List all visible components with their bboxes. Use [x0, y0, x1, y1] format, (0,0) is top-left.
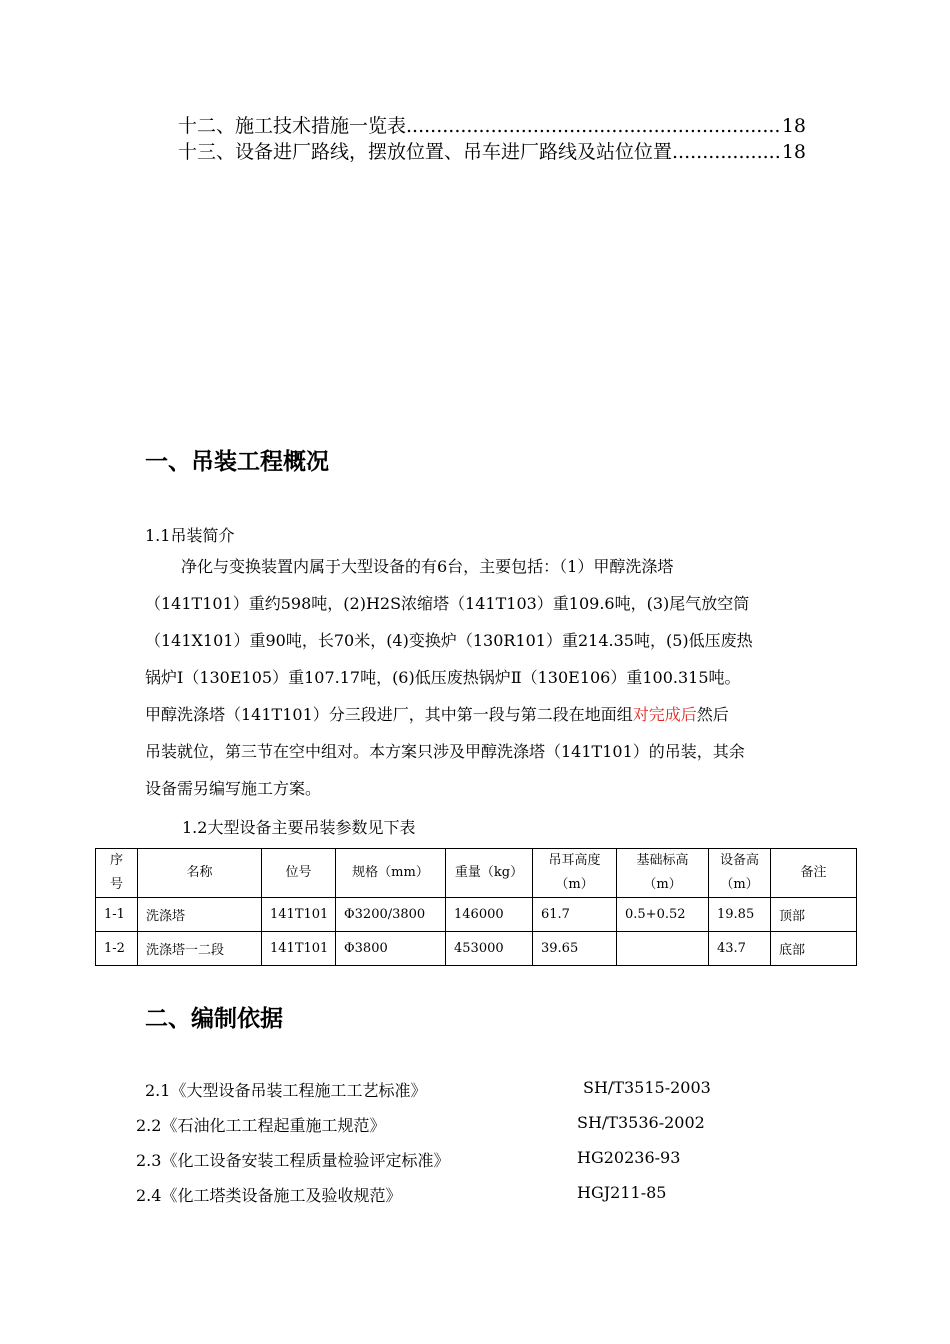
table-cell: Φ3800	[336, 932, 446, 966]
table-cell	[617, 932, 709, 966]
reference-code: SH/T3515-2003	[583, 1078, 711, 1097]
table-cell: 洗涤塔一二段	[138, 932, 262, 966]
table-cell: 61.7	[533, 898, 617, 932]
reference-name: 2.4《化工塔类设备施工及验收规范》	[136, 1186, 402, 1205]
toc-entry-13[interactable]	[178, 139, 806, 165]
column-header: 序号	[96, 849, 138, 898]
table-cell: 1-1	[96, 898, 138, 932]
toc-page-number: 18	[781, 141, 806, 163]
column-header: 名称	[138, 849, 262, 898]
table-cell: 453000	[446, 932, 533, 966]
section-1-heading: 一、吊装工程概况	[145, 449, 329, 475]
table-row	[96, 932, 857, 966]
table-cell: 39.65	[533, 932, 617, 966]
table-cell: 洗涤塔	[138, 898, 262, 932]
toc-entry-text: 十二、施工技术措施一览表	[178, 115, 407, 137]
table-cell: 0.5+0.52	[617, 898, 709, 932]
table-row	[96, 898, 857, 932]
column-header: 备注	[771, 849, 857, 898]
toc-leader-dots	[672, 139, 782, 165]
column-header: 设备高（m）	[709, 849, 771, 898]
table-cell: 19.85	[709, 898, 771, 932]
paragraph-line: 锅炉Ⅰ（130E105）重107.17吨，(6)低压废热锅炉Ⅱ（130E106）重100.315吨。	[145, 668, 741, 687]
table-header-row	[96, 849, 857, 898]
toc-page-number: 18	[781, 115, 806, 137]
column-header: 位号	[262, 849, 336, 898]
paragraph-line: 设备需另编写施工方案。	[145, 779, 322, 798]
toc-leader-dots	[406, 113, 782, 139]
paragraph-text: 然后	[696, 705, 729, 724]
hoisting-parameters-table	[95, 848, 857, 966]
table-cell: 146000	[446, 898, 533, 932]
paragraph-line: （141X101）重90吨，长70米，(4)变换炉（130R101）重214.35吨，(5)低压废热	[145, 631, 753, 650]
reference-code: SH/T3536-2002	[577, 1113, 705, 1132]
paragraph-line: 净化与变换装置内属于大型设备的有6台，主要包括：（1）甲醇洗涤塔	[181, 557, 674, 576]
column-header: 吊耳高度（m）	[533, 849, 617, 898]
reference-name: 2.3《化工设备安装工程质量检验评定标准》	[136, 1151, 450, 1170]
column-header: 重量（kg）	[446, 849, 533, 898]
table-cell: 1-2	[96, 932, 138, 966]
subsection-1-1-title: 1.1吊装简介	[145, 526, 235, 545]
column-header: 规格（mm）	[336, 849, 446, 898]
table-cell: 43.7	[709, 932, 771, 966]
paragraph-text: 甲醇洗涤塔（141T101）分三段进厂，其中第一段与第二段在地面组	[145, 705, 633, 724]
reference-name: 2.1《大型设备吊装工程施工工艺标准》	[145, 1081, 427, 1100]
column-header: 基础标高（m）	[617, 849, 709, 898]
table-cell: 顶部	[771, 898, 857, 932]
subsection-1-2-title: 1.2大型设备主要吊装参数见下表	[182, 818, 416, 837]
table-cell: 底部	[771, 932, 857, 966]
reference-code: HG20236-93	[577, 1148, 681, 1167]
section-2-heading: 二、编制依据	[145, 1006, 283, 1032]
highlighted-text: 对完成后	[632, 705, 697, 724]
table-cell: 141T101	[262, 932, 336, 966]
reference-code: HGJ211-85	[577, 1183, 667, 1202]
table-cell: Φ3200/3800	[336, 898, 446, 932]
paragraph-line: （141T101）重约598吨，(2)H2S浓缩塔（141T103）重109.6吨，(3)尾气放空筒	[145, 594, 750, 613]
paragraph-line: 吊装就位，第三节在空中组对。本方案只涉及甲醇洗涤塔（141T101）的吊装，其余	[145, 742, 745, 761]
section-1-paragraph	[145, 548, 810, 807]
toc-entry-text: 十三、设备进厂路线，摆放位置、吊车进厂路线及站位位置	[178, 141, 673, 163]
table-cell: 141T101	[262, 898, 336, 932]
toc-entry-12[interactable]	[178, 113, 806, 139]
reference-name: 2.2《石油化工工程起重施工规范》	[136, 1116, 386, 1135]
paragraph-line-with-highlight	[145, 696, 810, 733]
